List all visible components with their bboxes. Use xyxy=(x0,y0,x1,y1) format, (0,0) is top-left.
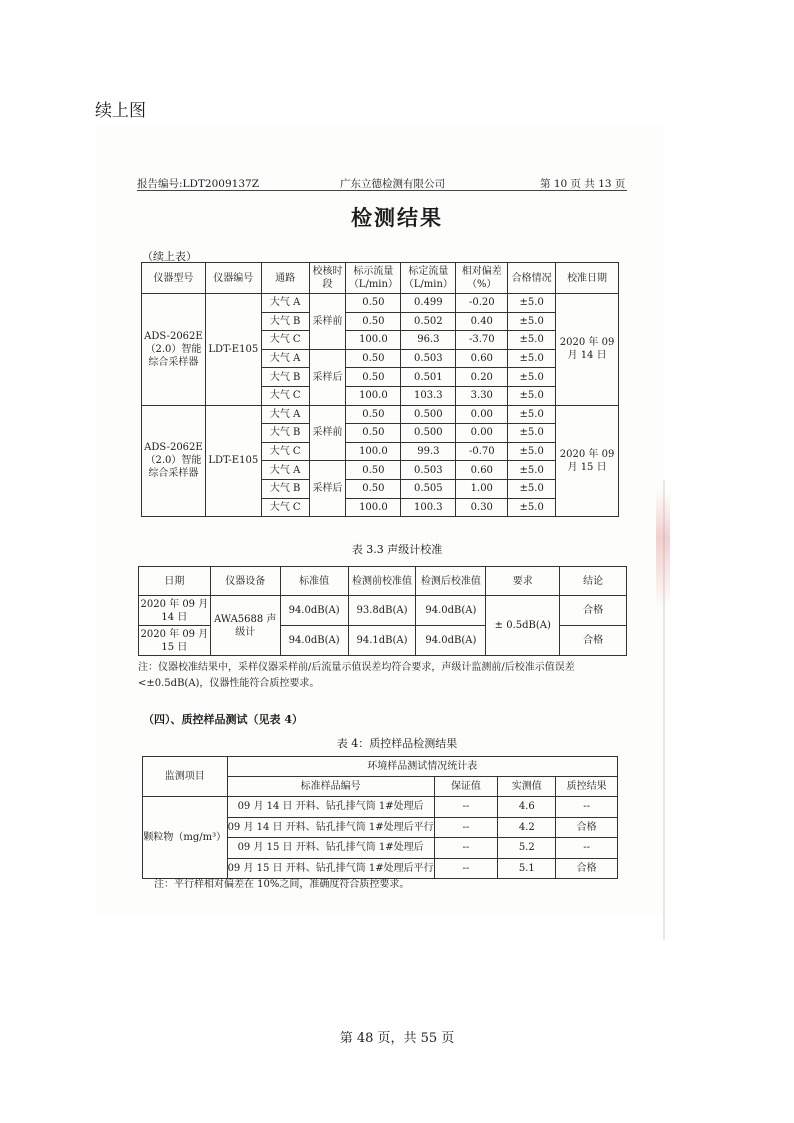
nominal-cell: 0.50 xyxy=(346,479,401,498)
continuation-label: （续上表） xyxy=(142,250,197,263)
header-cell: 质控结果 xyxy=(556,777,618,797)
calibrated-cell: 0.501 xyxy=(401,368,456,387)
calibrated-cell: 0.500 xyxy=(401,424,456,443)
sample-cell: 09 月 15 日 开料、钻孔排气筒 1#处理后 xyxy=(227,838,434,859)
pass-cell: ±5.0 xyxy=(508,479,556,498)
header-cell: 日期 xyxy=(139,567,211,596)
sample-cell: 09 月 14 日 开料、钻孔排气筒 1#处理后平行 xyxy=(227,817,434,838)
deviation-cell: 0.40 xyxy=(456,312,508,331)
calibration-date: 2020 年 09 月 14 日 xyxy=(556,294,619,406)
table-row xyxy=(143,797,618,818)
calibrated-cell: 103.3 xyxy=(401,386,456,405)
item-cell: 颗粒物（mg/m³） xyxy=(143,797,228,879)
nominal-cell: 100.0 xyxy=(346,442,401,461)
calibrated-cell: 0.500 xyxy=(401,405,456,424)
channel-cell: 大气 C xyxy=(261,498,309,517)
sound-calibration-caption: 表 3.3 声级计校准 xyxy=(351,543,443,556)
nominal-cell: 100.0 xyxy=(346,498,401,517)
header-cell: 检测后校准值 xyxy=(416,567,486,596)
deviation-cell: -3.70 xyxy=(456,331,508,350)
table-row xyxy=(142,405,619,424)
header-cell: 标准值 xyxy=(280,567,348,596)
table-header-row xyxy=(139,567,627,596)
nominal-cell: 0.50 xyxy=(346,349,401,368)
header-cell: 仪器编号 xyxy=(205,263,261,294)
header-cell: 检测前校准值 xyxy=(348,567,416,596)
pass-cell: ±5.0 xyxy=(508,461,556,480)
nominal-cell: 100.0 xyxy=(346,331,401,350)
deviation-cell: 0.00 xyxy=(456,405,508,424)
channel-cell: 大气 B xyxy=(261,424,309,443)
calibrated-cell: 0.503 xyxy=(401,461,456,480)
channel-cell: 大气 B xyxy=(261,368,309,387)
deviation-cell: 0.20 xyxy=(456,368,508,387)
table-header-row xyxy=(143,757,618,777)
deviation-cell: -0.20 xyxy=(456,294,508,313)
pass-cell: ±5.0 xyxy=(508,498,556,517)
header-divider xyxy=(137,190,627,191)
sample-cell: 09 月 14 日 开料、钻孔排气筒 1#处理后 xyxy=(227,797,434,818)
deviation-cell: 1.00 xyxy=(456,479,508,498)
channel-cell: 大气 C xyxy=(261,442,309,461)
qc-sample-table xyxy=(142,756,618,879)
calibrated-cell: 96.3 xyxy=(401,331,456,350)
header-cell: 保证值 xyxy=(434,777,498,797)
nominal-cell: 0.50 xyxy=(346,424,401,443)
conclusion-cell: 合格 xyxy=(560,626,627,656)
measured-cell: 4.6 xyxy=(498,797,556,818)
instrument-serial: LDT-E105 xyxy=(205,294,261,406)
pass-cell: ±5.0 xyxy=(508,405,556,424)
date-cell: 2020 年 09 月 14 日 xyxy=(139,596,211,626)
calibration-date: 2020 年 09 月 15 日 xyxy=(556,405,619,517)
sound-calibration-table xyxy=(138,566,627,656)
nominal-cell: 0.50 xyxy=(346,294,401,313)
header-cell: 标示流量（L/min） xyxy=(346,263,401,294)
guarantee-cell: -- xyxy=(434,858,498,879)
header-cell: 相对偏差（%） xyxy=(456,263,508,294)
header-cell: 仪器设备 xyxy=(210,567,280,596)
period-cell: 采样后 xyxy=(309,461,346,517)
channel-cell: 大气 A xyxy=(261,294,309,313)
requirement-cell: ± 0.5dB(A) xyxy=(486,596,560,656)
table-row xyxy=(142,294,619,313)
calibrated-cell: 0.499 xyxy=(401,294,456,313)
header-cell: 结论 xyxy=(560,567,627,596)
pass-cell: ±5.0 xyxy=(508,424,556,443)
calibrated-cell: 0.505 xyxy=(401,479,456,498)
calibrated-cell: 0.503 xyxy=(401,349,456,368)
result-cell: -- xyxy=(556,838,618,859)
standard-cell: 94.0dB(A) xyxy=(280,626,348,656)
page-title: 检测结果 xyxy=(351,205,443,230)
header-cell: 标准样品编号 xyxy=(227,777,434,797)
date-cell: 2020 年 09 月 15 日 xyxy=(139,626,211,656)
header-cell: 校核时段 xyxy=(309,263,346,294)
instrument-model: ADS-2062E（2.0）智能综合采样器 xyxy=(142,294,206,406)
section-heading: （四）、质控样品测试（见表 4） xyxy=(143,713,303,726)
nominal-cell: 0.50 xyxy=(346,312,401,331)
qc-table-caption: 表 4：质控样品检测结果 xyxy=(336,737,458,750)
before-cell: 93.8dB(A) xyxy=(348,596,416,626)
header-cell: 校准日期 xyxy=(556,263,619,294)
nominal-cell: 100.0 xyxy=(346,386,401,405)
channel-cell: 大气 C xyxy=(261,331,309,350)
guarantee-cell: -- xyxy=(434,797,498,818)
pass-cell: ±5.0 xyxy=(508,386,556,405)
page-info: 第 10 页 共 13 页 xyxy=(540,178,626,190)
period-cell: 采样前 xyxy=(309,405,346,461)
sample-cell: 09 月 15 日 开料、钻孔排气筒 1#处理后平行 xyxy=(227,858,434,879)
instrument-model: ADS-2062E（2.0）智能综合采样器 xyxy=(142,405,206,517)
header-cell: 监测项目 xyxy=(143,757,228,797)
report-number: 报告编号:LDT2009137Z xyxy=(137,178,259,190)
table-row xyxy=(139,596,627,626)
nominal-cell: 0.50 xyxy=(346,368,401,387)
period-cell: 采样前 xyxy=(309,294,346,350)
nominal-cell: 0.50 xyxy=(346,461,401,480)
qc-note: 注：平行样相对偏差在 10%之间，准确度符合质控要求。 xyxy=(154,879,410,890)
page-footer: 第 48 页，共 55 页 xyxy=(339,1031,455,1046)
calibration-note: 注：仪器校准结果中，采样仪器采样前/后流量示值误差均符合要求，声级计监测前/后校准示值误差<±0.5dB(A)，仪器性能符合质控要求。 xyxy=(138,662,575,689)
header-cell: 仪器型号 xyxy=(142,263,206,294)
pass-cell: ±5.0 xyxy=(508,349,556,368)
deviation-cell: -0.70 xyxy=(456,442,508,461)
deviation-cell: 0.30 xyxy=(456,498,508,517)
result-cell: -- xyxy=(556,797,618,818)
table-header-row xyxy=(142,263,619,294)
deviation-cell: 3.30 xyxy=(456,386,508,405)
channel-cell: 大气 A xyxy=(261,461,309,480)
after-cell: 94.0dB(A) xyxy=(416,596,486,626)
pass-cell: ±5.0 xyxy=(508,312,556,331)
nominal-cell: 0.50 xyxy=(346,405,401,424)
standard-cell: 94.0dB(A) xyxy=(280,596,348,626)
flow-calibration-table xyxy=(141,262,619,517)
pass-cell: ±5.0 xyxy=(508,331,556,350)
pass-cell: ±5.0 xyxy=(508,294,556,313)
channel-cell: 大气 B xyxy=(261,479,309,498)
deviation-cell: 0.60 xyxy=(456,461,508,480)
guarantee-cell: -- xyxy=(434,838,498,859)
channel-cell: 大气 A xyxy=(261,349,309,368)
conclusion-cell: 合格 xyxy=(560,596,627,626)
header-cell: 实测值 xyxy=(498,777,556,797)
pass-cell: ±5.0 xyxy=(508,442,556,461)
device-cell: AWA5688 声级计 xyxy=(210,596,280,656)
result-cell: 合格 xyxy=(556,858,618,879)
guarantee-cell: -- xyxy=(434,817,498,838)
channel-cell: 大气 A xyxy=(261,405,309,424)
header-cell: 要求 xyxy=(486,567,560,596)
calibrated-cell: 99.3 xyxy=(401,442,456,461)
channel-cell: 大气 B xyxy=(261,312,309,331)
header-cell: 标定流量（L/min） xyxy=(401,263,456,294)
header-cell: 合格情况 xyxy=(508,263,556,294)
instrument-serial: LDT-E105 xyxy=(205,405,261,517)
period-cell: 采样后 xyxy=(309,349,346,405)
result-cell: 合格 xyxy=(556,817,618,838)
before-cell: 94.1dB(A) xyxy=(348,626,416,656)
pass-cell: ±5.0 xyxy=(508,368,556,387)
measured-cell: 5.2 xyxy=(498,838,556,859)
top-caption: 续上图 xyxy=(95,101,146,121)
measured-cell: 5.1 xyxy=(498,858,556,879)
deviation-cell: 0.00 xyxy=(456,424,508,443)
after-cell: 94.0dB(A) xyxy=(416,626,486,656)
header-cell: 环境样品测试情况统计表 xyxy=(227,757,617,777)
header-cell: 通路 xyxy=(261,263,309,294)
company-name: 广东立德检测有限公司 xyxy=(340,178,445,190)
calibrated-cell: 100.3 xyxy=(401,498,456,517)
channel-cell: 大气 C xyxy=(261,386,309,405)
deviation-cell: 0.60 xyxy=(456,349,508,368)
measured-cell: 4.2 xyxy=(498,817,556,838)
calibrated-cell: 0.502 xyxy=(401,312,456,331)
